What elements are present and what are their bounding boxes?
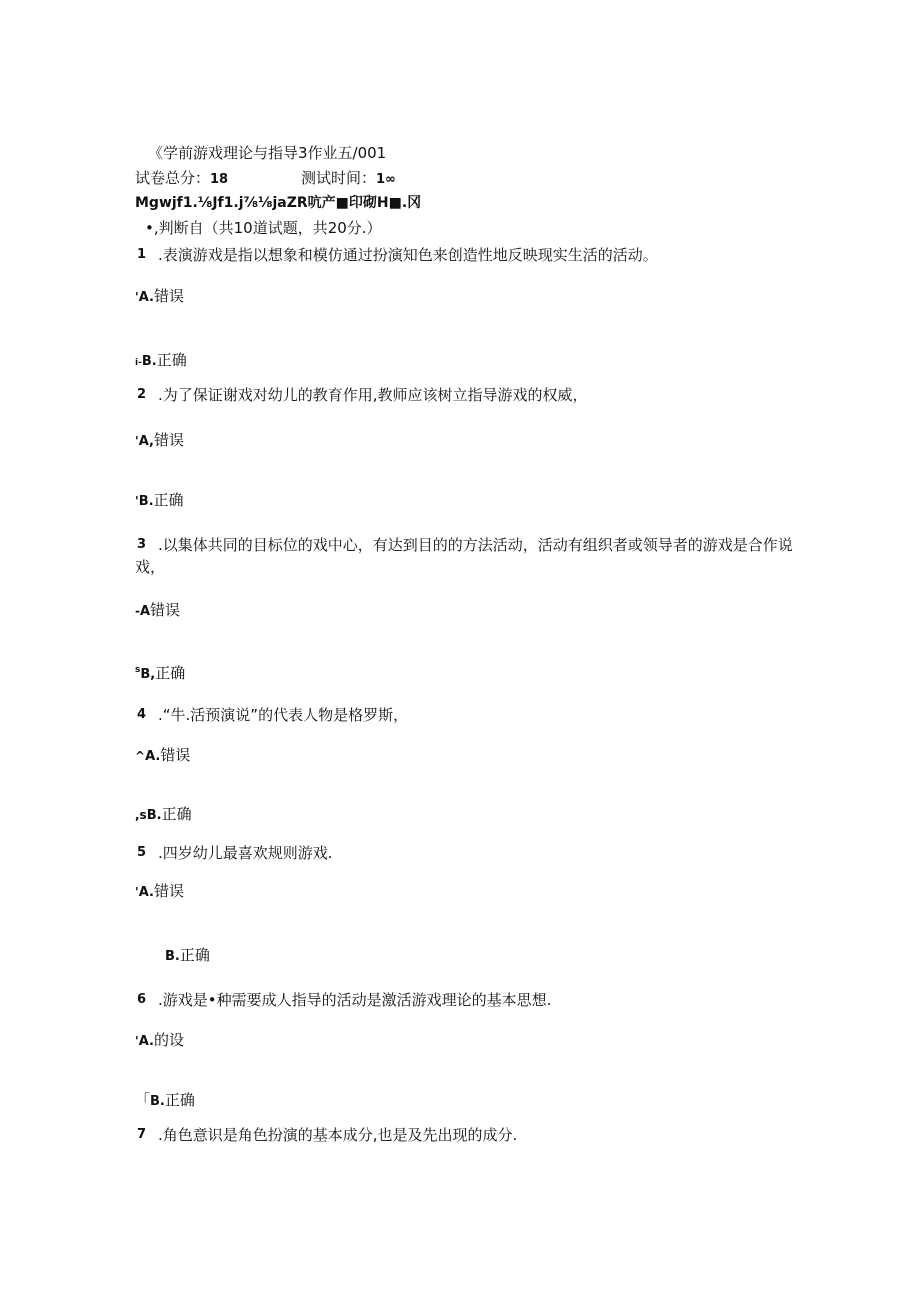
option-letter: A, [138,434,154,449]
option-marker: ' [135,494,139,508]
option-text: 正确 [153,491,184,509]
option-marker: ,s [135,808,147,822]
option-letter: A. [145,749,161,764]
question-number: 3 [137,537,147,552]
option-a[interactable] [135,600,180,622]
option-b[interactable] [135,350,187,373]
question-number: 7 [137,1127,147,1142]
option-b[interactable] [165,945,210,967]
option-marker: ' [135,434,139,448]
option-b[interactable] [135,490,184,512]
option-text: 错误 [153,431,184,449]
option-b[interactable] [135,1090,195,1112]
option-text: 的设 [153,1031,184,1049]
option-a[interactable] [135,1030,184,1052]
option-marker: - [135,604,140,618]
option-letter: A. [138,290,154,305]
question-text: .表演游戏是指以想象和模仿通过扮演知色来创造性地反映现实生活的活动。 [158,246,658,264]
question-number: 6 [137,992,147,1007]
question-text: .四岁幼儿最喜欢规则游戏. [158,844,333,862]
question-number: 5 [137,845,147,860]
option-marker: ' [135,885,139,899]
option-letter: A. [138,1034,154,1049]
option-text: 正确 [179,946,210,964]
option-text: 正确 [156,351,187,369]
option-text: 错误 [150,601,181,619]
score-label: 试卷总分： [135,169,211,187]
option-letter: B. [138,494,154,509]
option-text: 正确 [161,805,192,823]
time-value: 1∞ [376,172,396,187]
option-a[interactable] [135,430,184,452]
score-row [135,168,228,190]
option-text: 正确 [155,664,186,682]
option-marker: s [135,665,141,675]
option-b[interactable] [135,660,185,685]
option-letter: B. [165,949,180,964]
option-b[interactable] [135,804,192,826]
option-a[interactable] [135,745,190,767]
option-letter: B. [146,808,162,823]
option-marker: ' [135,290,139,304]
option-a[interactable] [135,881,184,903]
question-text: .游戏是•种需要成人指导的活动是激活游戏理论的基本思想. [158,991,552,1009]
option-marker: ^ [135,749,146,763]
option-marker: i- [135,358,142,368]
option-letter: A. [138,885,154,900]
score-value: 18 [210,172,229,187]
time-row [301,168,396,190]
option-marker: ' [135,1034,139,1048]
option-letter: B. [141,354,157,369]
option-marker: 「 [135,1091,151,1109]
question-number: 1 [137,247,147,262]
option-text: 错误 [153,882,184,900]
option-letter: B. [150,1094,165,1109]
question-text: .以集体共同的目标位的戏中心，有达到目的的方法活动，活动有组织者或领导者的游戏是合作说戏， [135,536,793,576]
option-text: 错误 [160,746,191,764]
garbled-header-line: Mgwjf1.⅛Jf1.j⅞⅛jaZR吭产■印砌H■.冈 [135,195,422,211]
question-text: .“牛.活预演说”的代表人物是格罗斯， [158,706,409,724]
document-title: 《学前游戏理论与指导3作业五/001 [148,144,387,162]
option-text: 正确 [164,1091,195,1109]
question-text: .为了保证谢戏对幼儿的教育作用,教师应该树立指导游戏的权威， [158,386,588,404]
time-label: 测试时间： [301,169,377,187]
question-text: .角色意识是角色扮演的基本成分,也是及先出现的成分. [158,1126,518,1144]
option-letter: A [139,604,151,619]
option-text: 错误 [153,287,184,305]
section-title: •,判断自（共10道试题，共20分.） [145,219,382,237]
option-letter: B, [140,667,156,682]
option-a[interactable] [135,286,184,308]
question-number: 2 [137,387,147,402]
question-number: 4 [137,707,147,722]
